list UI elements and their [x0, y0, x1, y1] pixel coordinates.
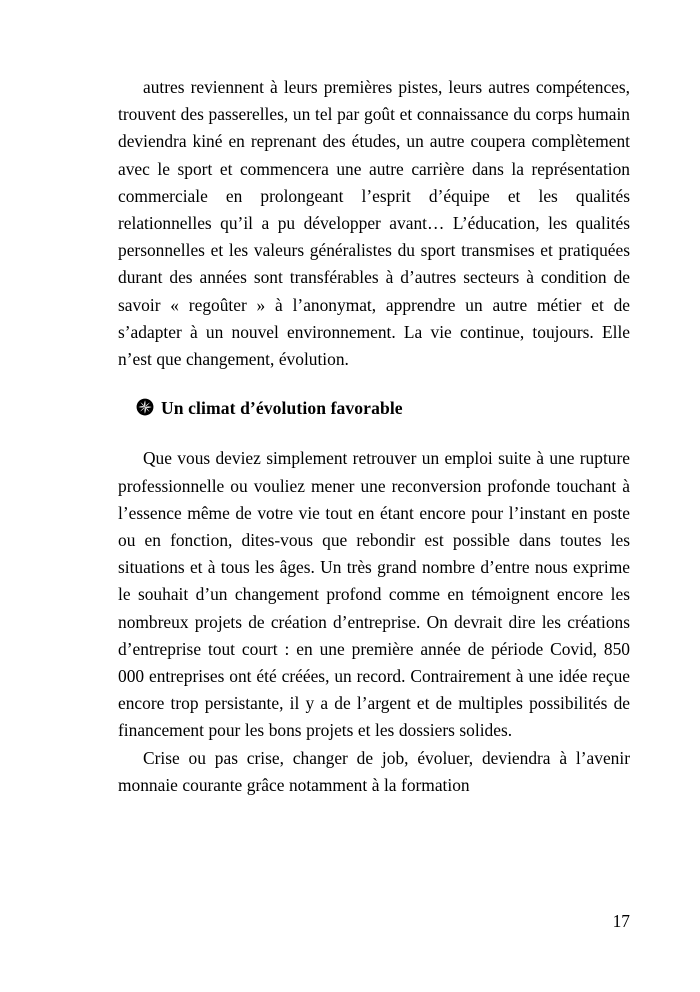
paragraph-body-first: Que vous deviez simplement retrouver un emploi suite à une rupture professionnelle ou vouliez mener une reconversion profonde touchant à l’essence même de votre vie tout en étant encore pour l’instant en poste ou en fonction, dites-vous que rebondir est possible dans toutes les situations et à tous les âges. Un très grand nombre d’entre nous exprime le souhait d’un changement profond comme en témoignent encore les nombreux projets de création d’entreprise. On devrait dire les créations d’entreprise tout court : en une première année de période Covid, 850 000 entreprises ont été créées, un record. Contrairement à une idée reçue encore trop persistante, il y a de l’argent et de multiples possibilités de financement pour les bons projets et les dossiers solides. [118, 448, 630, 741]
heading-bottom-spacer [118, 422, 630, 445]
page-number: 17 [612, 911, 630, 931]
heading-top-spacer [118, 373, 630, 395]
paragraph-continuation: autres reviennent à leurs premières pistes, leurs autres compétences, trouvent des passerelles, un tel par goût et connaissance du corps humain deviendra kiné en reprenant des études, un autre coupera complètement avec le sport et commencera une autre carrière dans la représentation commerciale en prolongeant l’esprit d’équipe et les qualités relationnelles qu’il a pu développer avant… L’éducation, les qualités personnelles et les valeurs généralistes du sport transmises et pratiquées durant des années sont transférables à d’autres secteurs à condition de savoir « regoûter » à l’anonymat, apprendre un autre métier et de s’adapter à un nouvel environnement. La vie continue, toujours. Elle n’est que changement, évolution. [118, 77, 630, 370]
paragraph-body-second: Crise ou pas crise, changer de job, évoluer, deviendra à l’avenir monnaie courante grâce notamment à la formation [118, 747, 630, 795]
section-heading-label: Un climat d’évolution favorable [161, 398, 403, 419]
pinwheel-ornament-icon [136, 398, 154, 416]
section-heading [118, 395, 630, 422]
page-text-block [118, 74, 630, 799]
